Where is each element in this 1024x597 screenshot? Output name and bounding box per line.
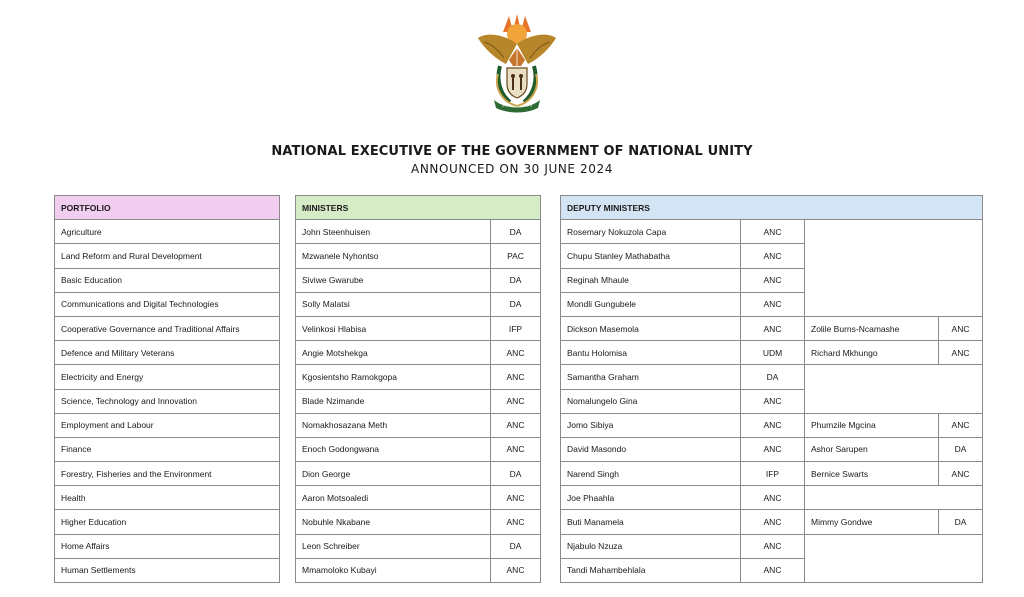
deputy-party-cell: ANC bbox=[741, 389, 805, 413]
empty-cell bbox=[805, 486, 983, 510]
minister-party-cell: PAC bbox=[491, 244, 541, 268]
table-row bbox=[561, 244, 983, 268]
table-row bbox=[296, 462, 541, 486]
deputy-name-cell: Njabulo Nzuza bbox=[561, 534, 741, 558]
table-row bbox=[296, 316, 541, 340]
table-row bbox=[296, 413, 541, 437]
portfolio-cell: Employment and Labour bbox=[55, 413, 280, 437]
empty-cell bbox=[805, 558, 983, 582]
table-row bbox=[55, 316, 280, 340]
table-row bbox=[296, 292, 541, 316]
second-deputy-party-cell: ANC bbox=[939, 341, 983, 365]
minister-party-cell: ANC bbox=[491, 510, 541, 534]
minister-party-cell: ANC bbox=[491, 365, 541, 389]
portfolio-cell: Land Reform and Rural Development bbox=[55, 244, 280, 268]
minister-name-cell: Blade Nzimande bbox=[296, 389, 491, 413]
second-deputy-party-cell: ANC bbox=[939, 462, 983, 486]
empty-cell bbox=[805, 268, 983, 292]
minister-name-cell: Dion George bbox=[296, 462, 491, 486]
deputy-name-cell: Bantu Holomisa bbox=[561, 341, 741, 365]
minister-name-cell: Aaron Motsoaledi bbox=[296, 486, 491, 510]
table-row bbox=[561, 365, 983, 389]
second-deputy-party-cell: ANC bbox=[939, 316, 983, 340]
minister-name-cell: Velinkosi Hlabisa bbox=[296, 316, 491, 340]
portfolio-cell: Electricity and Energy bbox=[55, 365, 280, 389]
portfolio-cell: Forestry, Fisheries and the Environment bbox=[55, 462, 280, 486]
second-deputy-party-cell: DA bbox=[939, 437, 983, 461]
ministers-table bbox=[295, 195, 541, 583]
minister-party-cell: ANC bbox=[491, 413, 541, 437]
table-row bbox=[561, 534, 983, 558]
minister-name-cell: John Steenhuisen bbox=[296, 220, 491, 244]
table-row bbox=[561, 462, 983, 486]
table-row bbox=[561, 316, 983, 340]
table-row bbox=[561, 486, 983, 510]
second-deputy-name-cell: Bernice Swarts bbox=[805, 462, 939, 486]
coat-of-arms-emblem bbox=[476, 14, 558, 114]
empty-cell bbox=[805, 534, 983, 558]
portfolio-cell: Finance bbox=[55, 437, 280, 461]
minister-name-cell: Solly Malatsi bbox=[296, 292, 491, 316]
deputy-party-cell: ANC bbox=[741, 292, 805, 316]
portfolio-column-header: PORTFOLIO bbox=[55, 196, 280, 220]
minister-name-cell: Nomakhosazana Meth bbox=[296, 413, 491, 437]
table-row bbox=[561, 437, 983, 461]
portfolio-table bbox=[54, 195, 280, 583]
deputy-name-cell: Buti Manamela bbox=[561, 510, 741, 534]
minister-name-cell: Siviwe Gwarube bbox=[296, 268, 491, 292]
portfolio-cell: Science, Technology and Innovation bbox=[55, 389, 280, 413]
table-row bbox=[296, 510, 541, 534]
table-row bbox=[296, 244, 541, 268]
portfolio-cell: Health bbox=[55, 486, 280, 510]
minister-name-cell: Mmamoloko Kubayi bbox=[296, 558, 491, 582]
portfolio-cell: Defence and Military Veterans bbox=[55, 341, 280, 365]
deputy-ministers-table bbox=[560, 195, 983, 583]
table-row bbox=[55, 365, 280, 389]
minister-party-cell: DA bbox=[491, 462, 541, 486]
deputy-party-cell: ANC bbox=[741, 244, 805, 268]
minister-party-cell: ANC bbox=[491, 558, 541, 582]
second-deputy-name-cell: Mimmy Gondwe bbox=[805, 510, 939, 534]
second-deputy-party-cell: ANC bbox=[939, 413, 983, 437]
empty-cell bbox=[805, 292, 983, 316]
table-row bbox=[296, 220, 541, 244]
table-row bbox=[296, 437, 541, 461]
deputy-party-cell: ANC bbox=[741, 486, 805, 510]
table-row bbox=[296, 534, 541, 558]
minister-name-cell: Nobuhle Nkabane bbox=[296, 510, 491, 534]
minister-name-cell: Kgosientsho Ramokgopa bbox=[296, 365, 491, 389]
table-row bbox=[561, 292, 983, 316]
second-deputy-name-cell: Phumzile Mgcina bbox=[805, 413, 939, 437]
portfolio-cell: Agriculture bbox=[55, 220, 280, 244]
table-row bbox=[296, 558, 541, 582]
portfolio-cell: Higher Education bbox=[55, 510, 280, 534]
table-row bbox=[296, 486, 541, 510]
deputy-party-cell: UDM bbox=[741, 341, 805, 365]
minister-name-cell: Leon Schreiber bbox=[296, 534, 491, 558]
table-row bbox=[55, 268, 280, 292]
table-row bbox=[561, 341, 983, 365]
minister-party-cell: DA bbox=[491, 220, 541, 244]
deputy-party-cell: IFP bbox=[741, 462, 805, 486]
portfolio-cell: Cooperative Governance and Traditional Affairs bbox=[55, 316, 280, 340]
empty-cell bbox=[805, 389, 983, 413]
portfolio-cell: Human Settlements bbox=[55, 558, 280, 582]
deputy-party-cell: ANC bbox=[741, 534, 805, 558]
table-row bbox=[561, 389, 983, 413]
table-row bbox=[55, 534, 280, 558]
minister-party-cell: ANC bbox=[491, 389, 541, 413]
table-row bbox=[55, 220, 280, 244]
table-row bbox=[55, 389, 280, 413]
empty-cell bbox=[805, 365, 983, 389]
second-deputy-name-cell: Zolile Burns-Ncamashe bbox=[805, 316, 939, 340]
shield-icon bbox=[507, 68, 527, 98]
table-row bbox=[55, 437, 280, 461]
second-deputy-name-cell: Richard Mkhungo bbox=[805, 341, 939, 365]
deputy-party-cell: ANC bbox=[741, 220, 805, 244]
deputy-ministers-column-header: DEPUTY MINISTERS bbox=[561, 196, 983, 220]
table-row bbox=[296, 365, 541, 389]
minister-party-cell: ANC bbox=[491, 486, 541, 510]
empty-cell bbox=[805, 220, 983, 244]
minister-party-cell: DA bbox=[491, 268, 541, 292]
table-header-row bbox=[561, 196, 983, 220]
table-row bbox=[296, 389, 541, 413]
deputy-party-cell: ANC bbox=[741, 510, 805, 534]
deputy-name-cell: Samantha Graham bbox=[561, 365, 741, 389]
table-row bbox=[561, 220, 983, 244]
deputy-party-cell: ANC bbox=[741, 437, 805, 461]
table-row bbox=[296, 268, 541, 292]
table-row bbox=[55, 341, 280, 365]
second-deputy-name-cell: Ashor Sarupen bbox=[805, 437, 939, 461]
deputy-name-cell: Rosemary Nokuzola Capa bbox=[561, 220, 741, 244]
table-row bbox=[561, 413, 983, 437]
table-row bbox=[55, 462, 280, 486]
minister-name-cell: Angie Motshekga bbox=[296, 341, 491, 365]
deputy-party-cell: DA bbox=[741, 365, 805, 389]
table-row bbox=[561, 510, 983, 534]
deputy-name-cell: David Masondo bbox=[561, 437, 741, 461]
deputy-name-cell: Chupu Stanley Mathabatha bbox=[561, 244, 741, 268]
portfolio-cell: Basic Education bbox=[55, 268, 280, 292]
document-subtitle: ANNOUNCED ON 30 JUNE 2024 bbox=[411, 162, 613, 176]
portfolio-cell: Home Affairs bbox=[55, 534, 280, 558]
deputy-name-cell: Nomalungelo Gina bbox=[561, 389, 741, 413]
table-row bbox=[55, 244, 280, 268]
deputy-name-cell: Jomo Sibiya bbox=[561, 413, 741, 437]
table-row bbox=[55, 413, 280, 437]
deputy-name-cell: Joe Phaahla bbox=[561, 486, 741, 510]
minister-party-cell: DA bbox=[491, 534, 541, 558]
table-header-row bbox=[55, 196, 280, 220]
minister-party-cell: IFP bbox=[491, 316, 541, 340]
minister-party-cell: DA bbox=[491, 292, 541, 316]
portfolio-cell: Communications and Digital Technologies bbox=[55, 292, 280, 316]
table-header-row bbox=[296, 196, 541, 220]
deputy-party-cell: ANC bbox=[741, 268, 805, 292]
table-row bbox=[55, 292, 280, 316]
deputy-name-cell: Reginah Mhaule bbox=[561, 268, 741, 292]
minister-name-cell: Enoch Godongwana bbox=[296, 437, 491, 461]
table-row bbox=[296, 341, 541, 365]
deputy-party-cell: ANC bbox=[741, 558, 805, 582]
deputy-name-cell: Tandi Mahambehlala bbox=[561, 558, 741, 582]
deputy-name-cell: Dickson Masemola bbox=[561, 316, 741, 340]
ministers-column-header: MINISTERS bbox=[296, 196, 541, 220]
deputy-name-cell: Narend Singh bbox=[561, 462, 741, 486]
document-title: NATIONAL EXECUTIVE OF THE GOVERNMENT OF NATIONAL UNITY bbox=[271, 144, 753, 159]
table-row bbox=[55, 510, 280, 534]
empty-cell bbox=[805, 244, 983, 268]
table-row bbox=[561, 558, 983, 582]
deputy-name-cell: Mondli Gungubele bbox=[561, 292, 741, 316]
deputy-party-cell: ANC bbox=[741, 316, 805, 340]
motto-ribbon-icon bbox=[494, 100, 540, 113]
minister-name-cell: Mzwanele Nyhontso bbox=[296, 244, 491, 268]
table-row bbox=[55, 558, 280, 582]
table-row bbox=[561, 268, 983, 292]
table-row bbox=[55, 486, 280, 510]
second-deputy-party-cell: DA bbox=[939, 510, 983, 534]
deputy-party-cell: ANC bbox=[741, 413, 805, 437]
minister-party-cell: ANC bbox=[491, 437, 541, 461]
minister-party-cell: ANC bbox=[491, 341, 541, 365]
